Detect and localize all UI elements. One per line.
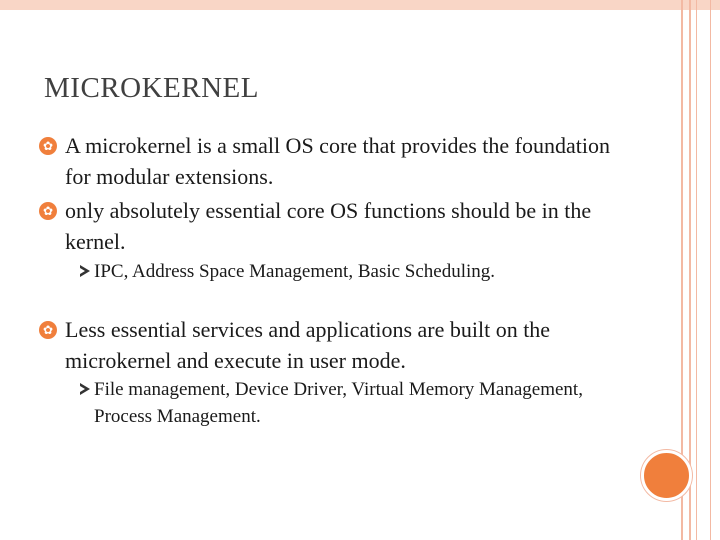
slide-title: MICROKERNEL [44,72,259,104]
bullet-item [42,314,625,376]
bullet-text: only absolutely essential core OS functions should be in the kernel. [65,198,592,254]
decorative-vertical-line [689,0,691,540]
bullet-text: A microkernel is a small OS core that provides the foundation for modular extensions. [65,133,610,189]
sub-bullet-item [94,376,614,430]
sub-bullet-item [94,258,514,285]
top-border-band [0,0,720,10]
sub-bullet-text: File management, Device Driver, Virtual Memory Management, Process Management. [94,379,583,427]
bullet-item [42,130,625,192]
gear-bullet-icon: ✿ [39,321,57,339]
bullet-item [42,195,625,257]
sub-bullet-text: IPC, Address Space Management, Basic Scheduling. [94,261,496,282]
gear-bullet-icon: ✿ [39,202,57,220]
arrow-bullet-icon [80,383,90,395]
decorative-circle [641,450,692,501]
decorative-vertical-line [696,0,697,540]
gear-bullet-icon: ✿ [39,137,57,155]
arrow-bullet-icon [80,265,90,277]
bullet-text: Less essential services and applications are built on the microkernel and execute in user mode. [65,317,551,373]
decorative-vertical-line [710,0,711,540]
